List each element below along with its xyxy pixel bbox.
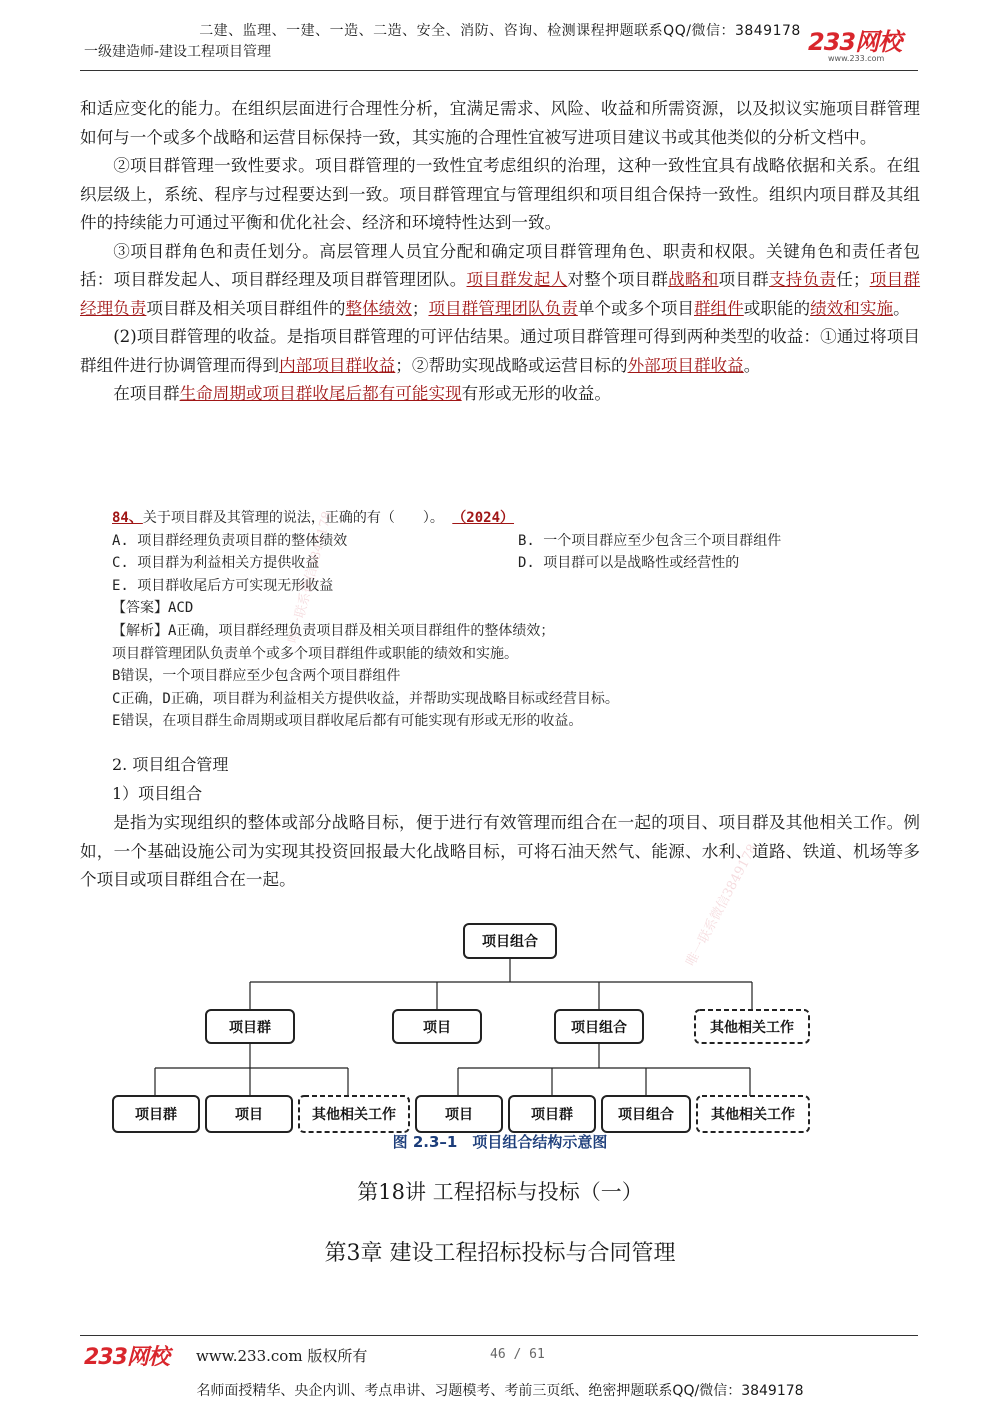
paragraph-1: 和适应变化的能力。在组织层面进行合理性分析，宜满足需求、风险、收益和所需资源，以及拟议实施项目群管理如何与一个或多个战略和运营目标保持一致，其实施的合理性宜被写进项目建议书或其他类似的分析文档中。: [80, 99, 920, 147]
watermark: 唯一联系微信3849178: [285, 509, 336, 645]
option-d: D. 项目群可以是战略性或经营性的: [518, 555, 740, 572]
footer-copyright: www.233.com 版权所有: [196, 1347, 368, 1365]
figure-caption: 图 2.3–1 项目组合结构示意图: [392, 1133, 608, 1151]
section-body-wrap: [80, 809, 920, 895]
logo-url: www.233.com: [828, 54, 885, 63]
paragraph-2: ②项目群管理一致性要求。项目群管理的一致性宜考虑组织的治理，这种一致性宜具有战略依据和关系。在组织层级上，系统、程序与过程要达到一致。项目群管理宜与管理组织和项目组合保持一致性。组织内项目群及其组件的持续能力可通过平衡和优化社会、经济和环境特性达到一致。: [80, 156, 920, 232]
header-top-line: 二建、监理、一建、一造、二造、安全、消防、咨询、检测课程押题联系QQ/微信：3849178: [199, 23, 801, 39]
option-e: E. 项目群收尾后方可实现无形收益: [112, 577, 334, 594]
question-stem: 84、关于项目群及其管理的说法，正确的有（ ）。 （2024）: [112, 510, 515, 526]
lecture-title: 第18讲 工程招标与投标（一）: [357, 1180, 643, 1204]
watermark: 唯一联系微信3849178: [683, 841, 761, 969]
header-divider: [80, 70, 918, 71]
diagram-node-root-label: 项目组合: [482, 934, 538, 950]
analysis-line: E错误，在项目群生命周期或项目群收尾后都有可能实现有形或无形的收益。: [112, 713, 583, 730]
diagram-node-l3-label: 项目群: [531, 1107, 573, 1123]
body-text: [80, 95, 920, 409]
footer-logo: 233网校: [84, 1345, 169, 1370]
header-subtitle: 一级建造师-建设工程项目管理: [84, 44, 272, 60]
diagram-node-l3-label: 项目: [445, 1107, 473, 1123]
header-logo: [808, 30, 928, 64]
answer: 【答案】ACD: [112, 600, 194, 617]
footer-bottom-line: 名师面授精华、央企内训、考点串讲、习题模考、考前三页纸、绝密押题联系QQ/微信：3849178: [196, 1383, 804, 1399]
page-number: 46 / 61: [490, 1347, 545, 1362]
section-body: 是指为实现组织的整体或部分战略目标，便于进行有效管理而组合在一起的项目、项目群及其他相关工作。例如，一个基础设施公司为实现其投资回报最大化战略目标，可将石油天然气、能源、水利、道路、铁道、机场等多个项目或项目群组合在一起。: [80, 813, 920, 889]
chapter-title: 第3章 建设工程招标投标与合同管理: [324, 1241, 676, 1266]
diagram-node-l3-label: 项目组合: [618, 1107, 674, 1123]
diagram-node-l2-label: 项目组合: [571, 1020, 627, 1036]
diagram-node-l2-label: 项目: [423, 1020, 451, 1036]
diagram-node-l3-label: 其他相关工作: [312, 1107, 396, 1123]
analysis-line: C正确，D正确，项目群为利益相关方提供收益，并帮助实现战略目标或经营目标。: [112, 690, 619, 707]
footer-divider: [80, 1335, 918, 1336]
paragraph-3: ③项目群角色和责任划分。高层管理人员宜分配和确定项目群管理角色、职责和权限。关键角色和责任者包括：项目群发起人、项目群经理及项目群管理团队。项目群发起人对整个项目群战略和项目群支持负责任；项目群经理负责项目群及相关项目群组件的整体绩效；项目群管理团队负责单个或多个项目群组件或职能的绩效和实施。: [80, 241, 921, 318]
option-a: A. 项目群经理负责项目群的整体绩效: [112, 532, 348, 549]
diagram-node-l3-label: 项目: [235, 1107, 263, 1123]
diagram-node-l2-label: 项目群: [229, 1020, 271, 1036]
option-c: C. 项目群为利益相关方提供收益: [112, 555, 320, 572]
portfolio-structure-diagram: [100, 896, 900, 1166]
diagram-node-l3-label: 项目群: [135, 1107, 177, 1123]
paragraph-4: (2)项目群管理的收益。是指项目群管理的可评估结果。通过项目群管理可得到两种类型的收益：①通过将项目群组件进行协调管理而得到内部项目群收益；②帮助实现战略或运营目标的外部项目群收益。: [80, 327, 920, 375]
analysis-line: 项目群管理团队负责单个或多个项目群组件或职能的绩效和实施。: [112, 645, 518, 662]
analysis-line: 【解析】A正确，项目群经理负责项目群及相关项目群组件的整体绩效；: [112, 622, 555, 639]
paragraph-5: 在项目群生命周期或项目群收尾后都有可能实现有形或无形的收益。: [113, 384, 611, 403]
logo-text: 233网校: [808, 28, 902, 56]
analysis-line: B错误，一个项目群应至少包含两个项目群组件: [112, 668, 401, 685]
question-block: [112, 507, 912, 733]
section-subheading: 1）项目组合: [112, 784, 203, 803]
section-heading: 2. 项目组合管理: [112, 755, 229, 774]
option-b: B. 一个项目群应至少包含三个项目群组件: [518, 532, 782, 549]
diagram-node-l3-label: 其他相关工作: [711, 1107, 795, 1123]
diagram-node-l2-label: 其他相关工作: [710, 1020, 794, 1036]
